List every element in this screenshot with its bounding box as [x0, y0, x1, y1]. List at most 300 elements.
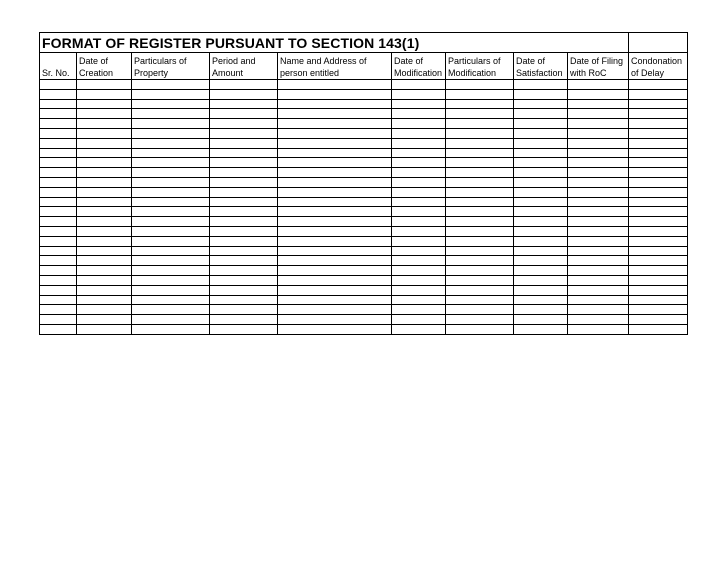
table-cell[interactable] — [514, 158, 568, 168]
table-cell[interactable] — [40, 217, 77, 227]
table-cell[interactable] — [392, 148, 446, 158]
table-row — [40, 138, 688, 148]
table-cell[interactable] — [77, 80, 132, 90]
table-cell[interactable] — [629, 295, 688, 305]
table-cell[interactable] — [568, 236, 629, 246]
table-cell[interactable] — [392, 295, 446, 305]
table-cell[interactable] — [132, 266, 210, 276]
column-header — [210, 53, 278, 80]
table-cell[interactable] — [514, 109, 568, 119]
table-cell[interactable] — [392, 256, 446, 266]
table-cell[interactable] — [446, 207, 514, 217]
table-cell[interactable] — [568, 266, 629, 276]
table-row — [40, 207, 688, 217]
table-cell[interactable] — [629, 256, 688, 266]
table-cell[interactable] — [568, 197, 629, 207]
table-cell[interactable] — [392, 324, 446, 334]
table-cell[interactable] — [514, 266, 568, 276]
table-cell[interactable] — [446, 80, 514, 90]
column-header-line1 — [42, 55, 74, 67]
table-cell[interactable] — [77, 89, 132, 99]
table-cell[interactable] — [132, 168, 210, 178]
table-cell[interactable] — [629, 305, 688, 315]
table-cell[interactable] — [629, 109, 688, 119]
column-header-line2: Modification — [394, 68, 443, 78]
table-cell[interactable] — [210, 158, 278, 168]
table-cell[interactable] — [132, 148, 210, 158]
column-header — [629, 53, 688, 80]
table-cell[interactable] — [132, 207, 210, 217]
table-cell[interactable] — [446, 226, 514, 236]
table-cell[interactable] — [77, 158, 132, 168]
table-cell[interactable] — [132, 89, 210, 99]
table-cell[interactable] — [629, 315, 688, 325]
table-cell[interactable] — [514, 285, 568, 295]
table-cell[interactable] — [132, 246, 210, 256]
table-cell[interactable] — [446, 236, 514, 246]
table-cell[interactable] — [210, 168, 278, 178]
table-cell[interactable] — [132, 197, 210, 207]
table-cell[interactable] — [40, 177, 77, 187]
table-cell[interactable] — [568, 128, 629, 138]
table-cell[interactable] — [629, 168, 688, 178]
table-cell[interactable] — [446, 266, 514, 276]
column-header — [446, 53, 514, 80]
table-cell[interactable] — [278, 295, 392, 305]
table-cell[interactable] — [210, 324, 278, 334]
table-cell[interactable] — [210, 226, 278, 236]
table-cell[interactable] — [629, 138, 688, 148]
table-cell[interactable] — [568, 315, 629, 325]
table-cell[interactable] — [514, 324, 568, 334]
table-cell[interactable] — [392, 305, 446, 315]
table-cell[interactable] — [392, 217, 446, 227]
table-cell[interactable] — [132, 119, 210, 129]
table-cell[interactable] — [77, 256, 132, 266]
table-cell[interactable] — [568, 187, 629, 197]
table-cell[interactable] — [210, 266, 278, 276]
column-header-line2: Creation — [79, 68, 114, 78]
table-cell[interactable] — [278, 109, 392, 119]
table-cell[interactable] — [629, 285, 688, 295]
table-cell[interactable] — [77, 285, 132, 295]
table-cell[interactable] — [77, 109, 132, 119]
table-cell[interactable] — [392, 89, 446, 99]
table-cell[interactable] — [446, 315, 514, 325]
table-cell[interactable] — [40, 138, 77, 148]
table-cell[interactable] — [210, 138, 278, 148]
table-cell[interactable] — [629, 89, 688, 99]
table-cell[interactable] — [278, 256, 392, 266]
table-cell[interactable] — [132, 217, 210, 227]
table-cell[interactable] — [568, 295, 629, 305]
table-cell[interactable] — [629, 177, 688, 187]
table-cell[interactable] — [40, 256, 77, 266]
table-cell[interactable] — [392, 109, 446, 119]
table-cell[interactable] — [629, 207, 688, 217]
table-cell[interactable] — [629, 217, 688, 227]
table-cell[interactable] — [568, 226, 629, 236]
table-cell[interactable] — [446, 168, 514, 178]
table-cell[interactable] — [210, 177, 278, 187]
column-header-line1: Date of Filing — [570, 56, 624, 66]
table-cell[interactable] — [278, 246, 392, 256]
table-cell[interactable] — [132, 138, 210, 148]
column-header-line2: Modification — [448, 68, 497, 78]
column-header-line2: with RoC — [570, 68, 607, 78]
table-cell[interactable] — [392, 285, 446, 295]
table-cell[interactable] — [210, 187, 278, 197]
table-cell[interactable] — [568, 285, 629, 295]
table-cell[interactable] — [132, 226, 210, 236]
table-cell[interactable] — [210, 80, 278, 90]
table-cell[interactable] — [210, 305, 278, 315]
table-cell[interactable] — [278, 187, 392, 197]
table-cell[interactable] — [629, 324, 688, 334]
table-row — [40, 256, 688, 266]
table-cell[interactable] — [514, 168, 568, 178]
table-cell[interactable] — [210, 236, 278, 246]
table-cell[interactable] — [629, 246, 688, 256]
table-cell[interactable] — [514, 148, 568, 158]
table-cell[interactable] — [77, 246, 132, 256]
table-cell[interactable] — [210, 148, 278, 158]
table-cell[interactable] — [446, 128, 514, 138]
table-cell[interactable] — [278, 305, 392, 315]
table-cell[interactable] — [446, 217, 514, 227]
table-cell[interactable] — [210, 197, 278, 207]
table-cell[interactable] — [210, 315, 278, 325]
table-cell[interactable] — [629, 148, 688, 158]
table-cell[interactable] — [514, 315, 568, 325]
title-row — [40, 33, 688, 53]
table-cell[interactable] — [278, 266, 392, 276]
table-cell[interactable] — [446, 138, 514, 148]
table-cell[interactable] — [514, 80, 568, 90]
table-row — [40, 295, 688, 305]
table-cell[interactable] — [568, 177, 629, 187]
table-cell[interactable] — [40, 246, 77, 256]
table-cell[interactable] — [77, 128, 132, 138]
table-cell[interactable] — [568, 207, 629, 217]
table-cell[interactable] — [40, 197, 77, 207]
table-cell[interactable] — [132, 285, 210, 295]
table-row — [40, 266, 688, 276]
table-cell[interactable] — [210, 119, 278, 129]
table-row — [40, 246, 688, 256]
table-row — [40, 315, 688, 325]
table-cell[interactable] — [40, 158, 77, 168]
table-row — [40, 168, 688, 178]
table-cell[interactable] — [514, 226, 568, 236]
column-header-line1: Date of — [394, 56, 424, 66]
table-cell[interactable] — [568, 246, 629, 256]
table-cell[interactable] — [210, 217, 278, 227]
table-cell[interactable] — [514, 138, 568, 148]
table-cell[interactable] — [446, 246, 514, 256]
table-cell[interactable] — [392, 315, 446, 325]
table-cell[interactable] — [514, 128, 568, 138]
table-cell[interactable] — [77, 236, 132, 246]
table-cell[interactable] — [392, 187, 446, 197]
table-cell[interactable] — [514, 119, 568, 129]
table-cell[interactable] — [40, 109, 77, 119]
table-cell[interactable] — [514, 187, 568, 197]
table-cell[interactable] — [132, 109, 210, 119]
table-cell[interactable] — [40, 80, 77, 90]
table-cell[interactable] — [446, 285, 514, 295]
table-cell[interactable] — [210, 256, 278, 266]
table-cell[interactable] — [77, 168, 132, 178]
table-cell[interactable] — [514, 217, 568, 227]
table-cell[interactable] — [446, 99, 514, 109]
table-cell[interactable] — [40, 285, 77, 295]
table-cell[interactable] — [392, 236, 446, 246]
table-cell[interactable] — [40, 168, 77, 178]
table-cell[interactable] — [40, 187, 77, 197]
column-header — [278, 53, 392, 80]
table-cell[interactable] — [392, 80, 446, 90]
column-header — [77, 53, 132, 80]
table-cell[interactable] — [132, 128, 210, 138]
table-cell[interactable] — [392, 158, 446, 168]
column-header-line1: Date of — [79, 56, 109, 66]
table-row — [40, 217, 688, 227]
table-cell[interactable] — [446, 275, 514, 285]
table-cell[interactable] — [77, 119, 132, 129]
table-cell[interactable] — [568, 89, 629, 99]
table-cell[interactable] — [278, 324, 392, 334]
table-cell[interactable] — [514, 256, 568, 266]
table-cell[interactable] — [40, 89, 77, 99]
table-cell[interactable] — [278, 207, 392, 217]
table-cell[interactable] — [568, 256, 629, 266]
table-cell[interactable] — [278, 148, 392, 158]
table-cell[interactable] — [629, 275, 688, 285]
table-cell[interactable] — [40, 236, 77, 246]
table-cell[interactable] — [278, 138, 392, 148]
table-cell[interactable] — [514, 275, 568, 285]
table-cell[interactable] — [392, 177, 446, 187]
table-cell[interactable] — [568, 109, 629, 119]
table-cell[interactable] — [132, 80, 210, 90]
table-cell[interactable] — [514, 295, 568, 305]
column-header-line1: Condonation — [631, 56, 683, 66]
table-row — [40, 89, 688, 99]
table-cell[interactable] — [77, 197, 132, 207]
table-cell[interactable] — [77, 187, 132, 197]
table-cell[interactable] — [568, 99, 629, 109]
table-row — [40, 275, 688, 285]
table-cell[interactable] — [40, 324, 77, 334]
table-cell[interactable] — [514, 246, 568, 256]
table-cell[interactable] — [568, 217, 629, 227]
table-cell[interactable] — [278, 128, 392, 138]
table-cell[interactable] — [392, 119, 446, 129]
table-cell[interactable] — [77, 266, 132, 276]
table-row — [40, 80, 688, 90]
table-cell[interactable] — [392, 207, 446, 217]
table-cell[interactable] — [392, 138, 446, 148]
table-cell[interactable] — [278, 99, 392, 109]
table-cell[interactable] — [446, 305, 514, 315]
table-cell[interactable] — [77, 295, 132, 305]
table-cell[interactable] — [210, 128, 278, 138]
table-cell[interactable] — [132, 305, 210, 315]
table-cell[interactable] — [568, 138, 629, 148]
table-cell[interactable] — [132, 187, 210, 197]
table-cell[interactable] — [278, 236, 392, 246]
register-table — [39, 32, 688, 335]
table-cell[interactable] — [629, 158, 688, 168]
table-cell[interactable] — [40, 226, 77, 236]
table-cell[interactable] — [392, 266, 446, 276]
table-cell[interactable] — [568, 275, 629, 285]
table-cell[interactable] — [629, 80, 688, 90]
table-cell[interactable] — [278, 119, 392, 129]
register-title: FORMAT OF REGISTER PURSUANT TO SECTION 143(1) — [40, 33, 629, 53]
table-cell[interactable] — [629, 99, 688, 109]
table-cell[interactable] — [514, 305, 568, 315]
table-cell[interactable] — [514, 236, 568, 246]
table-cell[interactable] — [514, 207, 568, 217]
table-row — [40, 99, 688, 109]
table-cell[interactable] — [132, 295, 210, 305]
table-cell[interactable] — [278, 197, 392, 207]
column-header-row — [40, 53, 688, 80]
table-row — [40, 177, 688, 187]
table-cell[interactable] — [568, 158, 629, 168]
table-cell[interactable] — [278, 226, 392, 236]
table-cell[interactable] — [446, 109, 514, 119]
table-cell[interactable] — [514, 89, 568, 99]
table-cell[interactable] — [629, 187, 688, 197]
table-cell[interactable] — [629, 197, 688, 207]
table-row — [40, 226, 688, 236]
table-cell[interactable] — [77, 226, 132, 236]
table-cell[interactable] — [278, 89, 392, 99]
table-cell[interactable] — [278, 275, 392, 285]
table-cell[interactable] — [629, 119, 688, 129]
table-cell[interactable] — [278, 168, 392, 178]
table-cell[interactable] — [446, 324, 514, 334]
table-cell[interactable] — [210, 89, 278, 99]
table-cell[interactable] — [77, 148, 132, 158]
table-cell[interactable] — [40, 128, 77, 138]
table-cell[interactable] — [446, 89, 514, 99]
table-cell[interactable] — [278, 315, 392, 325]
table-cell[interactable] — [446, 187, 514, 197]
table-cell[interactable] — [568, 305, 629, 315]
table-cell[interactable] — [40, 305, 77, 315]
table-cell[interactable] — [77, 275, 132, 285]
table-cell[interactable] — [446, 295, 514, 305]
table-cell[interactable] — [629, 128, 688, 138]
table-cell[interactable] — [40, 266, 77, 276]
table-cell[interactable] — [77, 324, 132, 334]
table-cell[interactable] — [514, 177, 568, 187]
table-cell[interactable] — [278, 285, 392, 295]
table-cell[interactable] — [40, 119, 77, 129]
table-cell[interactable] — [210, 99, 278, 109]
table-cell[interactable] — [629, 236, 688, 246]
table-cell[interactable] — [392, 197, 446, 207]
table-cell[interactable] — [40, 99, 77, 109]
table-cell[interactable] — [40, 148, 77, 158]
register-body — [40, 80, 688, 335]
table-cell[interactable] — [132, 158, 210, 168]
title-empty-cell — [629, 33, 688, 53]
table-cell[interactable] — [132, 275, 210, 285]
table-cell[interactable] — [132, 99, 210, 109]
table-cell[interactable] — [514, 197, 568, 207]
table-cell[interactable] — [392, 275, 446, 285]
table-cell[interactable] — [77, 305, 132, 315]
table-cell[interactable] — [568, 168, 629, 178]
table-cell[interactable] — [210, 109, 278, 119]
table-cell[interactable] — [568, 80, 629, 90]
table-cell[interactable] — [77, 177, 132, 187]
table-cell[interactable] — [40, 315, 77, 325]
table-cell[interactable] — [210, 246, 278, 256]
table-cell[interactable] — [77, 99, 132, 109]
table-cell[interactable] — [629, 266, 688, 276]
table-cell[interactable] — [392, 99, 446, 109]
table-cell[interactable] — [392, 168, 446, 178]
table-cell[interactable] — [77, 315, 132, 325]
table-cell[interactable] — [278, 177, 392, 187]
table-cell[interactable] — [77, 138, 132, 148]
table-cell[interactable] — [132, 256, 210, 266]
table-cell[interactable] — [40, 207, 77, 217]
table-cell[interactable] — [210, 285, 278, 295]
table-row — [40, 305, 688, 315]
table-cell[interactable] — [132, 236, 210, 246]
table-cell[interactable] — [446, 148, 514, 158]
table-cell[interactable] — [514, 99, 568, 109]
table-cell[interactable] — [446, 119, 514, 129]
table-cell[interactable] — [210, 275, 278, 285]
table-row — [40, 119, 688, 129]
table-cell[interactable] — [278, 158, 392, 168]
table-cell[interactable] — [446, 158, 514, 168]
table-cell[interactable] — [77, 207, 132, 217]
table-cell[interactable] — [568, 119, 629, 129]
table-cell[interactable] — [210, 295, 278, 305]
table-cell[interactable] — [392, 246, 446, 256]
table-cell[interactable] — [40, 295, 77, 305]
table-row — [40, 324, 688, 334]
table-cell[interactable] — [392, 128, 446, 138]
table-cell[interactable] — [278, 217, 392, 227]
table-cell[interactable] — [446, 197, 514, 207]
table-cell[interactable] — [132, 315, 210, 325]
column-header — [568, 53, 629, 80]
table-cell[interactable] — [629, 226, 688, 236]
table-cell[interactable] — [446, 177, 514, 187]
table-cell[interactable] — [568, 148, 629, 158]
table-cell[interactable] — [132, 324, 210, 334]
table-cell[interactable] — [278, 80, 392, 90]
table-cell[interactable] — [392, 226, 446, 236]
column-header — [514, 53, 568, 80]
table-cell[interactable] — [132, 177, 210, 187]
table-cell[interactable] — [568, 324, 629, 334]
table-cell[interactable] — [40, 275, 77, 285]
table-cell[interactable] — [210, 207, 278, 217]
table-cell[interactable] — [446, 256, 514, 266]
table-cell[interactable] — [77, 217, 132, 227]
